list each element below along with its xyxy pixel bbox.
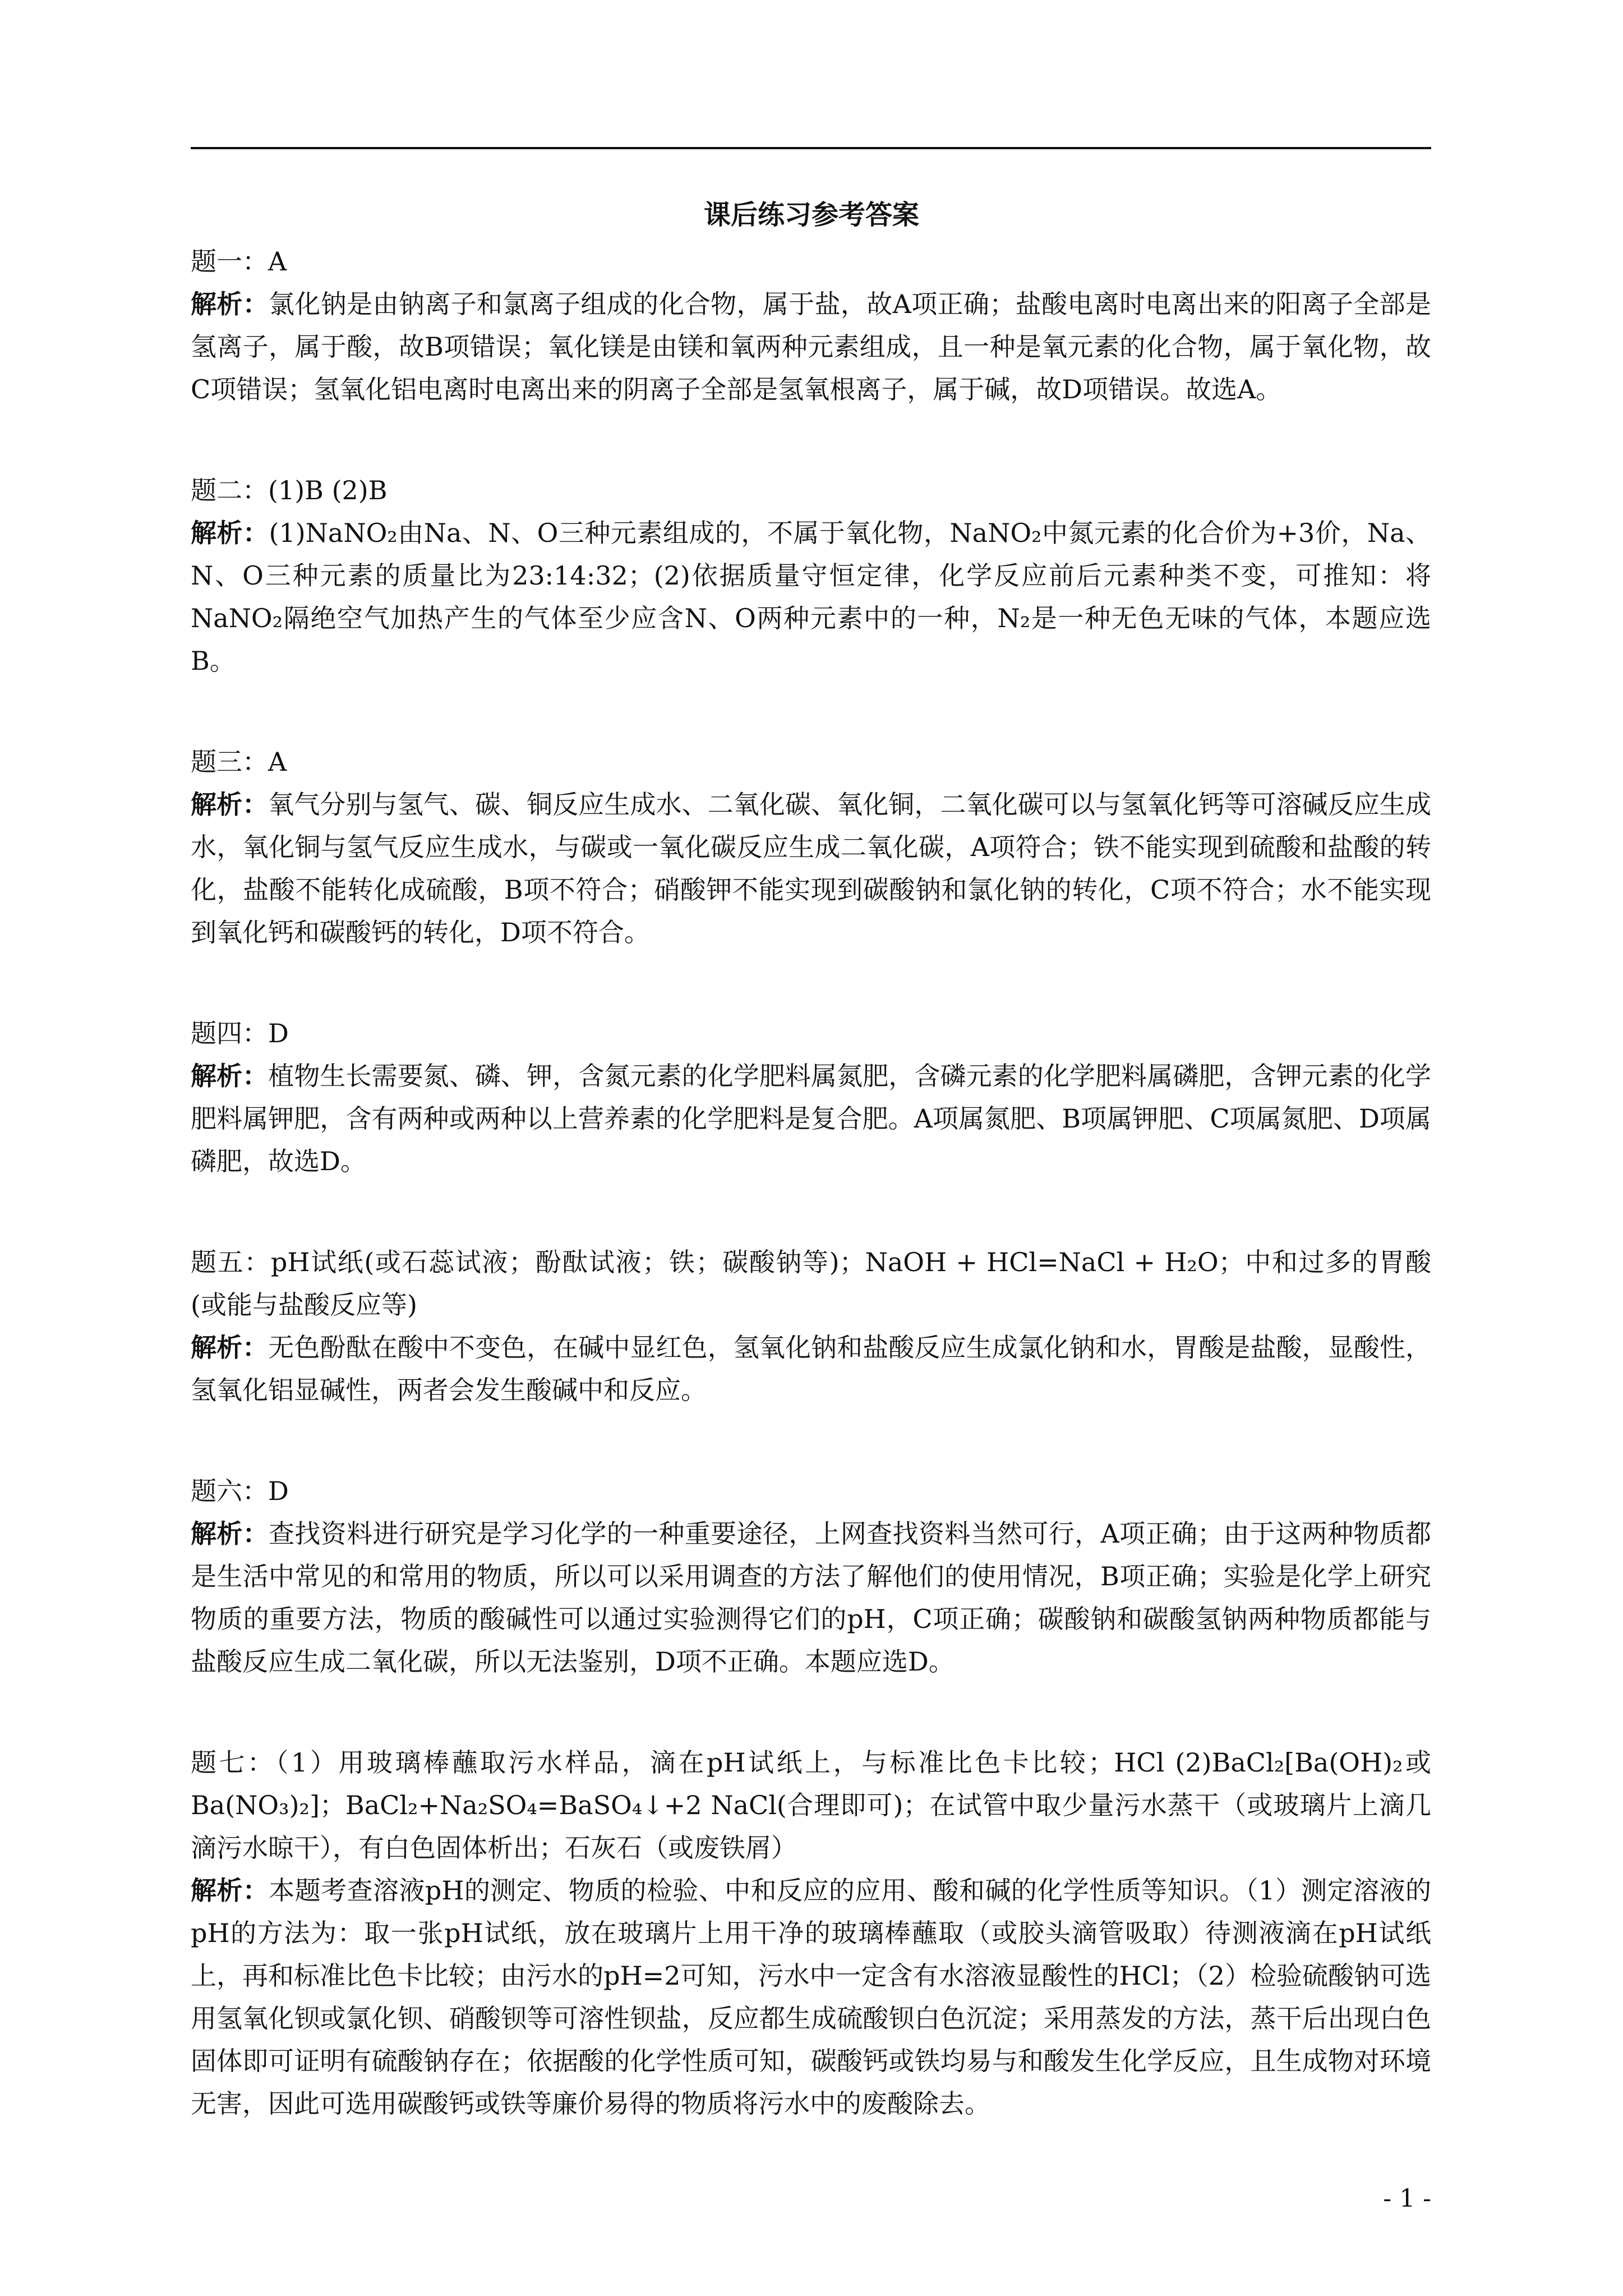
- explanation-text: (1)NaNO₂由Na、N、O三种元素组成的，不属于氧化物，NaNO₂中氮元素的化合价为+3价，Na、N、O三种元素的质量比为23:14:32；(2)依据质量守恒定律，化学反应前后元素种类不变，可推知：将NaNO₂隔绝空气加热产生的气体至少应含N、O两种元素中的一种，N₂是一种无色无味的气体，本题应选B。: [191, 518, 1432, 676]
- explanation-text: 查找资料进行研究是学习化学的一种重要途径，上网查找资料当然可行，A项正确；由于这两种物质都是生活中常见的和常用的物质，所以可以采用调查的方法了解他们的使用情况，B项正确；实验是化学上研究物质的重要方法，物质的酸碱性可以通过实验测得它们的pH，C项正确；碳酸钠和碳酸氢钠两种物质都能与盐酸反应生成二氧化碳，所以无法鉴别，D项不正确。本题应选D。: [191, 1519, 1431, 1677]
- explanation-text: 氯化钠是由钠离子和氯离子组成的化合物，属于盐，故A项正确；盐酸电离时电离出来的阳离子全部是氢离子，属于酸，故B项错误；氧化镁是由镁和氧两种元素组成，且一种是氧元素的化合物，属于氧化物，故C项错误；氢氧化铝电离时电离出来的阴离子全部是氢氧根离子，属于碱，故D项错误。故选A。: [191, 289, 1431, 404]
- question-6-answer: 题六：D: [191, 1476, 289, 1506]
- explanation-label: 解析：: [191, 518, 269, 548]
- question-3: [191, 740, 1431, 954]
- explanation-label: 解析：: [191, 1061, 269, 1091]
- question-5: [191, 1241, 1431, 1411]
- explanation-label: 解析：: [191, 1332, 269, 1363]
- question-5-answer: 题五：pH试纸(或石蕊试液；酚酞试液；铁；碳酸钠等)；NaOH + HCl=NaCl + H₂O；中和过多的胃酸(或能与盐酸反应等): [191, 1247, 1431, 1320]
- question-2-explanation: [191, 512, 1431, 682]
- question-1-explanation: [191, 283, 1431, 411]
- question-2-answer: 题二：(1)B (2)B: [191, 475, 388, 505]
- question-7-explanation: [191, 1869, 1431, 2125]
- explanation-label: 解析：: [191, 1519, 269, 1549]
- answer-list: [191, 240, 1431, 2183]
- question-1: [191, 240, 1431, 411]
- page-title: 课后练习参考答案: [703, 199, 919, 231]
- question-6-explanation: [191, 1512, 1431, 1683]
- explanation-label: 解析：: [191, 1875, 269, 1906]
- explanation-label: 解析：: [191, 289, 269, 319]
- page-number: - 1 -: [1383, 2184, 1431, 2213]
- question-5-explanation: [191, 1326, 1431, 1411]
- question-4-explanation: [191, 1055, 1431, 1182]
- question-2: [191, 469, 1431, 682]
- explanation-text: 氧气分别与氢气、碳、铜反应生成水、二氧化碳、氧化铜，二氧化碳可以与氢氧化钙等可溶碱反应生成水，氧化铜与氢气反应生成水，与碳或一氧化碳反应生成二氧化碳，A项符合；铁不能实现到硫酸和盐酸的转化，盐酸不能转化成硫酸，B项不符合；硝酸钾不能实现到碳酸钠和氯化钠的转化，C项不符合；水不能实现到氧化钙和碳酸钙的转化，D项不符合。: [191, 789, 1432, 947]
- explanation-text: 无色酚酞在酸中不变色，在碱中显红色，氢氧化钠和盐酸反应生成氯化钠和水，胃酸是盐酸，显酸性，氢氧化铝显碱性，两者会发生酸碱中和反应。: [191, 1332, 1432, 1405]
- question-6: [191, 1470, 1431, 1683]
- question-4: [191, 1012, 1431, 1182]
- question-1-answer: 题一：A: [191, 246, 287, 277]
- explanation-text: 植物生长需要氮、磷、钾，含氮元素的化学肥料属氮肥，含磷元素的化学肥料属磷肥，含钾元素的化学肥料属钾肥，含有两种或两种以上营养素的化学肥料是复合肥。A项属氮肥、B项属钾肥、C项属氮肥、D项属磷肥，故选D。: [191, 1061, 1432, 1176]
- header-rule: [191, 147, 1431, 149]
- question-3-explanation: [191, 783, 1431, 954]
- question-7-answer: 题七：（1）用玻璃棒蘸取污水样品，滴在pH试纸上，与标准比色卡比较；HCl (2)BaCl₂[Ba(OH)₂或Ba(NO₃)₂]；BaCl₂+Na₂SO₄=BaSO₄↓+2 NaCl(合理即可)；在试管中取少量污水蒸干（或玻璃片上滴几滴污水晾干），有白色固体析出；石灰石（或废铁屑）: [191, 1747, 1431, 1863]
- question-3-answer: 题三：A: [191, 747, 287, 777]
- question-7: [191, 1741, 1431, 2125]
- explanation-text: 本题考查溶液pH的测定、物质的检验、中和反应的应用、酸和碱的化学性质等知识。（1）测定溶液的pH的方法为：取一张pH试纸，放在玻璃片上用干净的玻璃棒蘸取（或胶头滴管吸取）待测液滴在pH试纸上，再和标准比色卡比较；由污水的pH=2可知，污水中一定含有水溶液显酸性的HCl；（2）检验硫酸钠可选用氢氧化钡或氯化钡、硝酸钡等可溶性钡盐，反应都生成硫酸钡白色沉淀；采用蒸发的方法，蒸干后出现白色固体即可证明有硫酸钠存在；依据酸的化学性质可知，碳酸钙或铁均易与和酸发生化学反应，且生成物对环境无害，因此可选用碳酸钙或铁等廉价易得的物质将污水中的废酸除去。: [191, 1875, 1432, 2119]
- explanation-label: 解析：: [191, 789, 269, 820]
- question-4-answer: 题四：D: [191, 1018, 289, 1048]
